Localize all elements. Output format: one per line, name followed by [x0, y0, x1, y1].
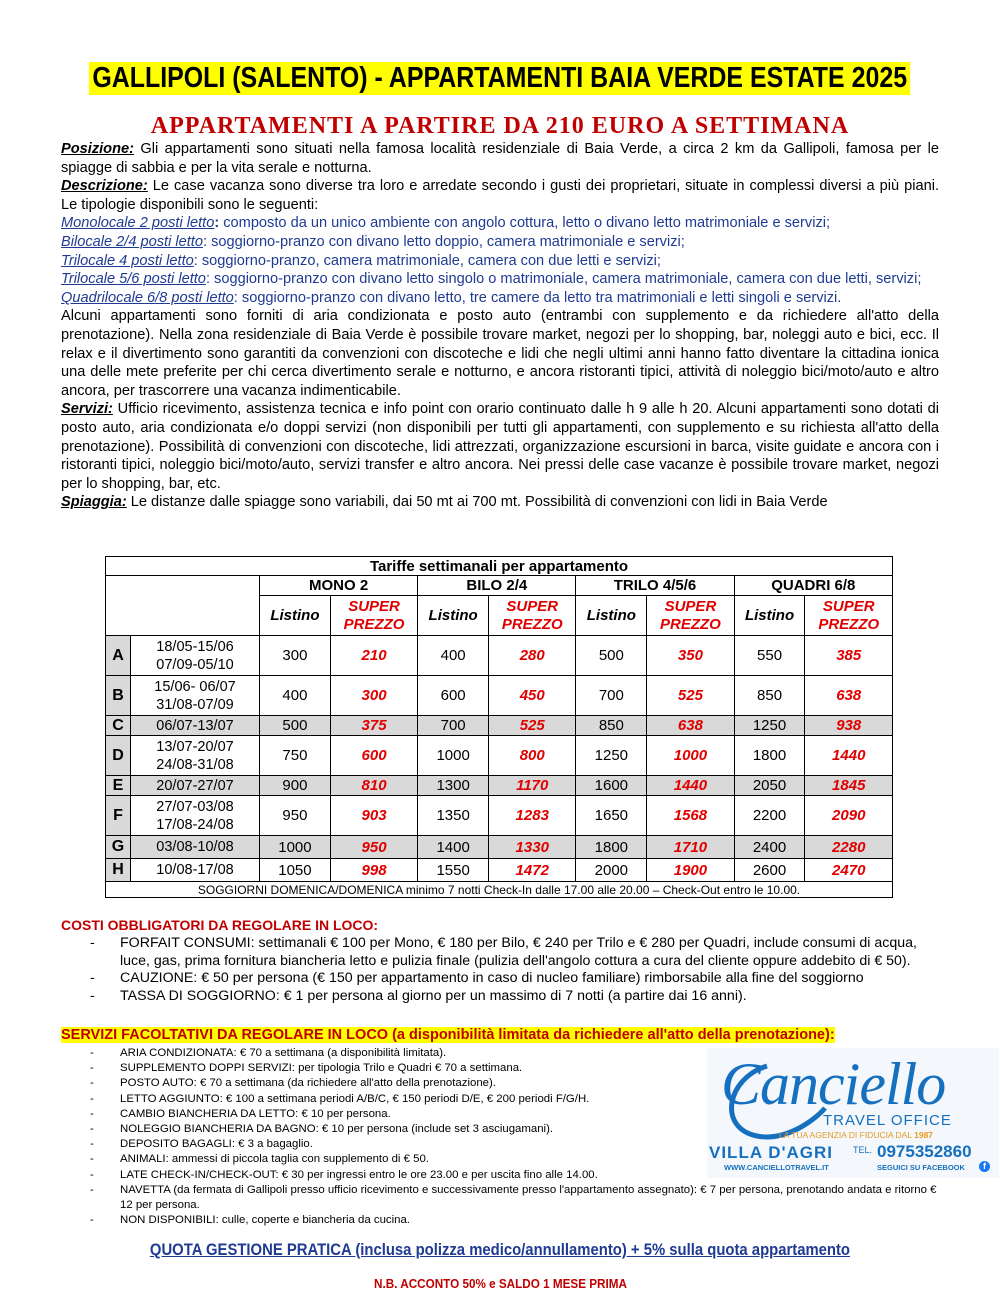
super-prezzo-cell: 1000 — [647, 736, 734, 776]
super-label: SUPER — [506, 597, 559, 615]
facebook-icon: f — [979, 1161, 990, 1172]
table-corner — [106, 576, 260, 636]
period-dates — [131, 736, 260, 776]
super-prezzo-cell: 450 — [489, 676, 576, 716]
servizi-label: Servizi: — [61, 401, 113, 418]
table-row — [106, 859, 893, 882]
period-date-1: 03/08-10/08 — [156, 839, 234, 855]
period-code: A — [106, 636, 131, 676]
listino-cell: 750 — [260, 736, 331, 776]
tipologia-item — [61, 270, 939, 289]
listino-cell: 950 — [260, 796, 331, 836]
facoltativi-title-text: SERVIZI FACOLTATIVI DA REGOLARE IN LOCO (a disponibilità limitata da richiedere all'atto della prenotazione): — [61, 1027, 835, 1043]
period-code: G — [106, 836, 131, 859]
listino-cell: 1000 — [260, 836, 331, 859]
listino-cell: 2400 — [734, 836, 805, 859]
facoltativi-item: - NON DISPONIBILI: culle, coperte e biancheria da cucina. — [90, 1213, 940, 1228]
facoltativi-item: - CAMBIO BIANCHERIA DA LETTO: € 10 per persona. — [90, 1107, 680, 1122]
super-prezzo-cell: 998 — [330, 859, 417, 882]
super-prezzo-cell: 2470 — [805, 859, 893, 882]
tipologia-item — [61, 289, 939, 308]
period-dates — [131, 676, 260, 716]
listino-cell: 1800 — [734, 736, 805, 776]
logo-tagline-text: LA TUA AGENZIA DI FIDUCIA DAL — [779, 1130, 912, 1140]
super-prezzo-cell: 2090 — [805, 796, 893, 836]
super-prezzo-cell: 350 — [647, 636, 734, 676]
super-prezzo-cell: 638 — [805, 676, 893, 716]
super-prezzo-header — [647, 596, 734, 636]
listino-cell: 1000 — [418, 736, 489, 776]
super-prezzo-cell: 210 — [330, 636, 417, 676]
period-date-1: 06/07-13/07 — [156, 717, 234, 734]
posizione-text: Gli appartamenti sono situati nella famosa località residenziale di Baia Verde, a circa 2 km da Gallipoli, famosa per le spiagge di sabbia e per la vita serale e notturna. — [61, 141, 939, 176]
period-dates — [131, 836, 260, 859]
super-prezzo-cell: 1710 — [647, 836, 734, 859]
listino-header: Listino — [418, 596, 489, 636]
logo-tel-label: TEL. — [853, 1145, 873, 1155]
super-prezzo-cell: 1283 — [489, 796, 576, 836]
tipologia-name: Bilocale 2/4 posti letto — [61, 233, 203, 250]
facoltativi-item: - LATE CHECK-IN/CHECK-OUT: € 30 per ingressi entro le ore 23.00 e per uscita fino alle 14.00. — [90, 1168, 680, 1183]
obbligatori-item: - TASSA DI SOGGIORNO: € 1 per persona al giorno per un massimo di 7 notti (a partire dai 16 anni). — [90, 988, 940, 1006]
servizi-paragraph — [61, 400, 939, 493]
super-prezzo-cell: 1330 — [489, 836, 576, 859]
table-row — [106, 776, 893, 796]
period-code: H — [106, 859, 131, 882]
period-date-2: 31/08-07/09 — [156, 696, 234, 713]
listino-cell: 850 — [576, 716, 647, 736]
super-prezzo-cell: 300 — [330, 676, 417, 716]
super-prezzo-header — [489, 596, 576, 636]
listino-header: Listino — [576, 596, 647, 636]
super-prezzo-header — [330, 596, 417, 636]
listino-cell: 1600 — [576, 776, 647, 796]
listino-cell: 1800 — [576, 836, 647, 859]
facoltativi-item: - NOLEGGIO BIANCHERIA DA BAGNO: € 10 per persona (include set 3 asciugamani). — [90, 1122, 680, 1137]
logo-website: WWW.CANCIELLOTRAVEL.IT — [724, 1163, 829, 1172]
prezzo-label: PREZZO — [501, 615, 563, 633]
super-prezzo-cell: 1568 — [647, 796, 734, 836]
acconto-text: N.B. ACCONTO 50% e SALDO 1 MESE PRIMA — [373, 1276, 627, 1291]
super-label: SUPER — [348, 597, 400, 615]
logo-travel: TRAVEL OFFICE — [823, 1112, 952, 1129]
listino-cell: 1650 — [576, 796, 647, 836]
listino-cell: 1050 — [260, 859, 331, 882]
tipologia-sep: : — [233, 289, 242, 306]
listino-cell: 850 — [734, 676, 805, 716]
acconto-note — [0, 1276, 1000, 1291]
super-prezzo-cell: 1900 — [647, 859, 734, 882]
tipologia-item — [61, 233, 939, 252]
spiaggia-text: Le distanze dalle spiagge sono variabili, dai 50 mt ai 700 mt. Possibilità di convenzioni con lidi in Baia Verde — [126, 494, 828, 511]
description-body — [61, 140, 939, 512]
period-code: D — [106, 736, 131, 776]
listino-cell: 1550 — [418, 859, 489, 882]
super-prezzo-cell: 950 — [330, 836, 417, 859]
super-label: SUPER — [664, 597, 717, 615]
super-prezzo-cell: 1440 — [805, 736, 893, 776]
prezzo-label: PREZZO — [660, 615, 721, 633]
tipologia-text: soggiorno-pranzo con divano letto, tre camere da letto tra matrimoniali e letti singoli e servizi. — [241, 289, 842, 306]
prezzo-label: PREZZO — [818, 615, 880, 633]
obbligatori-title: COSTI OBBLIGATORI DA REGOLARE IN LOCO: — [61, 917, 379, 933]
period-dates — [131, 776, 260, 796]
tipologia-sep: : — [202, 233, 212, 250]
super-prezzo-cell: 600 — [330, 736, 417, 776]
logo-year: 1987 — [914, 1130, 934, 1140]
quota-text: QUOTA GESTIONE PRATICA (inclusa polizza medico/annullamento) + 5% sulla quota appartamento — [149, 1241, 851, 1259]
facoltativi-item: - LETTO AGGIUNTO: € 100 a settimana periodi A/B/C, € 150 periodi D/E, € 200 periodi F/G/H. — [90, 1092, 680, 1107]
super-prezzo-cell: 385 — [805, 636, 893, 676]
spiaggia-paragraph — [61, 493, 939, 512]
listino-cell: 1250 — [734, 716, 805, 736]
period-dates — [131, 859, 260, 882]
group-header: QUADRI 6/8 — [734, 576, 892, 596]
period-dates — [131, 636, 260, 676]
super-prezzo-header — [805, 596, 893, 636]
table-footer-row — [106, 882, 893, 898]
period-code: B — [106, 676, 131, 716]
super-prezzo-cell: 1845 — [805, 776, 893, 796]
super-prezzo-cell: 2280 — [805, 836, 893, 859]
tipologia-item — [61, 214, 939, 233]
group-header: TRILO 4/5/6 — [576, 576, 734, 596]
descrizione-cont: Alcuni appartamenti sono forniti di aria condizionata e posto auto (entrambi con supplemento e da richiedere all'atto della prenotazione). Nella zona residenziale di Baia Verde è possibile trovare market, negozi per lo shopping, bar, noleggi auto e bici, ecc. Il relax e il divertimento sono garantiti da convenzioni con discoteche e lidi che negli ultimi anni hanno fatto diventare la cittadina ionica una delle mete preferite per chi cerca divertimento serale e notturno, e ancora ristoranti tipici, attività di noleggio bici/moto/auto e altro ancora, per trascorrere una vacanza indimenticabile. — [61, 308, 939, 399]
super-prezzo-cell: 1472 — [489, 859, 576, 882]
super-prezzo-cell: 525 — [489, 716, 576, 736]
facoltativi-item: - ARIA CONDIZIONATA: € 70 a settimana (a disponibilità limitata). — [90, 1046, 680, 1061]
period-code: E — [106, 776, 131, 796]
table-row — [106, 836, 893, 859]
period-date-1: 20/07-27/07 — [156, 777, 234, 794]
listino-cell: 400 — [260, 676, 331, 716]
descrizione-label: Descrizione: — [61, 178, 148, 195]
servizi-text: Ufficio ricevimento, assistenza tecnica e info point con orario continuato dalle h 9 alle h 20. Alcuni appartamenti sono dotati di posto auto, aria condizionata e/o doppi servizi (non disponibili per tutti gli appartamenti, con supplemento e su richiesta all'atto della prenotazione). Possibilità di convenzioni con discoteche, lidi attrezzati, organizzazione escursioni in barca, visite guidate e ancora con i ristoranti tipici, noleggio bici/moto/auto, servizi transfer e altro ancora. Nei pressi delle case vacanze è possibile trovare market, negozi per lo shopping, bar, etc. — [61, 401, 939, 492]
period-date-1: 15/06- 06/07 — [154, 678, 236, 695]
listino-cell: 2050 — [734, 776, 805, 796]
logo-city: VILLA D'AGRI — [709, 1143, 834, 1162]
period-date-2: 07/09-05/10 — [156, 656, 234, 673]
facoltativi-item: - POSTO AUTO: € 70 a settimana (da richiedere all'atto della prenotazione). — [90, 1076, 680, 1091]
listino-cell: 400 — [418, 636, 489, 676]
super-prezzo-cell: 800 — [489, 736, 576, 776]
page-subtitle: APPARTAMENTI A PARTIRE DA 210 EURO A SETTIMANA — [150, 113, 850, 139]
period-date-1: 18/05-15/06 — [156, 638, 234, 655]
table-row — [106, 636, 893, 676]
obbligatori-list — [90, 935, 940, 1005]
table-row — [106, 676, 893, 716]
obbligatori-item: - FORFAIT CONSUMI: settimanali € 100 per Mono, € 180 per Bilo, € 240 per Trilo e € 280 per Quadri, include consumi di acqua, luce, gas, prima fornitura biancheria letto e pulizia finale (pulizia dell'angolo cottura a cura del cliente oppure addebito di € 50). — [90, 935, 940, 970]
table-title: Tariffe settimanali per appartamento — [106, 557, 893, 576]
listino-cell: 2600 — [734, 859, 805, 882]
group-header: BILO 2/4 — [418, 576, 576, 596]
tipologia-text: composto da un unico ambiente con angolo cottura, letto o divano letto matrimoniale e servizi; — [223, 215, 831, 232]
super-label: SUPER — [822, 597, 875, 615]
tipologia-text: soggiorno-pranzo con divano letto singolo o matrimoniale, camera matrimoniale, camera con due letti, servizi; — [214, 271, 922, 288]
tipologia-name: Trilocale 5/6 posti letto — [61, 271, 206, 288]
obbligatori-item: - CAUZIONE: € 50 per persona (€ 150 per appartamento in caso di nucleo familiare) rimborsabile alla fine del soggiorno — [90, 970, 940, 988]
listino-header: Listino — [734, 596, 805, 636]
listino-cell: 1400 — [418, 836, 489, 859]
tipologia-name: Monolocale 2 posti letto — [61, 215, 215, 232]
period-code: F — [106, 796, 131, 836]
quota-note — [0, 1241, 1000, 1260]
posizione-paragraph — [61, 140, 939, 177]
table-row — [106, 736, 893, 776]
listino-cell: 1300 — [418, 776, 489, 796]
tipologia-text: soggiorno-pranzo con divano letto doppio, camera matrimoniale e servizi; — [211, 233, 685, 250]
period-date-1: 13/07-20/07 — [156, 738, 234, 755]
posizione-label: Posizione: — [61, 141, 134, 157]
canciello-logo — [707, 1048, 999, 1178]
super-prezzo-cell: 1170 — [489, 776, 576, 796]
super-prezzo-cell: 903 — [330, 796, 417, 836]
table-footer: SOGGIORNI DOMENICA/DOMENICA minimo 7 notti Check-In dalle 17.00 alle 20.00 – Check-Out entro le 10.00. — [106, 882, 893, 898]
listino-cell: 2200 — [734, 796, 805, 836]
prezzo-label: PREZZO — [343, 615, 405, 633]
tipologia-name: Quadrilocale 6/8 posti letto — [61, 289, 234, 306]
super-prezzo-cell: 810 — [330, 776, 417, 796]
period-date-2: 24/08-31/08 — [156, 756, 234, 773]
period-dates — [131, 796, 260, 836]
super-prezzo-cell: 375 — [330, 716, 417, 736]
listino-cell: 700 — [418, 716, 489, 736]
descrizione-paragraph — [61, 177, 939, 214]
listino-cell: 300 — [260, 636, 331, 676]
logo-tagline — [779, 1130, 933, 1140]
super-prezzo-cell: 1440 — [647, 776, 734, 796]
listino-cell: 1350 — [418, 796, 489, 836]
period-date-1: 27/07-03/08 — [156, 798, 234, 815]
tipologia-sep: : — [205, 271, 215, 288]
listino-cell: 1250 — [576, 736, 647, 776]
tipologia-sep: : — [214, 215, 224, 232]
group-header: MONO 2 — [260, 576, 418, 596]
super-prezzo-cell: 638 — [647, 716, 734, 736]
facoltativi-title — [61, 1027, 939, 1043]
facoltativi-item: - NAVETTA (da fermata di Gallipoli presso ufficio ricevimento e successivamente presso l'appartamento assegnato): € 7 per persona, prenotando andata e ritorno € 12 per persona. — [90, 1183, 940, 1213]
listino-cell: 700 — [576, 676, 647, 716]
page-title: GALLIPOLI (SALENTO) - APPARTAMENTI BAIA VERDE ESTATE 2025 — [0, 62, 1000, 95]
table-row — [106, 716, 893, 736]
listino-cell: 500 — [576, 636, 647, 676]
listino-cell: 2000 — [576, 859, 647, 882]
descrizione-text: Le case vacanza sono diverse tra loro e arredate secondo i gusti dei proprietari, situate in complessi diversi a più piani. Le tipologie disponibili sono le seguenti: — [61, 178, 939, 213]
table-row — [106, 796, 893, 836]
super-prezzo-cell: 938 — [805, 716, 893, 736]
listino-header: Listino — [260, 596, 331, 636]
logo-name: Canciello — [721, 1051, 946, 1117]
tipologia-text: soggiorno-pranzo, camera matrimoniale, camera con due letti e servizi; — [201, 252, 661, 269]
super-prezzo-cell: 280 — [489, 636, 576, 676]
logo-phone: 0975352860 — [877, 1142, 972, 1161]
period-date-2: 17/08-24/08 — [156, 816, 234, 833]
facoltativi-item: - DEPOSITO BAGAGLI: € 3 a bagaglio. — [90, 1137, 680, 1152]
period-code: C — [106, 716, 131, 736]
tipologia-item — [61, 252, 939, 271]
period-date-1: 10/08-17/08 — [156, 862, 234, 878]
super-prezzo-cell: 525 — [647, 676, 734, 716]
logo-facebook: SEGUICI SU FACEBOOK — [877, 1163, 965, 1172]
facoltativi-item: - ANIMALI: ammessi di piccola taglia con supplemento di € 50. — [90, 1152, 680, 1167]
listino-cell: 550 — [734, 636, 805, 676]
listino-cell: 600 — [418, 676, 489, 716]
tariff-table — [105, 556, 893, 898]
period-dates — [131, 716, 260, 736]
listino-cell: 500 — [260, 716, 331, 736]
listino-cell: 900 — [260, 776, 331, 796]
spiaggia-label: Spiaggia: — [61, 494, 127, 511]
facoltativi-item: - SUPPLEMENTO DOPPI SERVIZI: per tipologia Trilo e Quadri € 70 a settimana. — [90, 1061, 680, 1076]
tipologia-sep: : — [193, 252, 202, 269]
tipologia-name: Trilocale 4 posti letto — [61, 252, 194, 269]
